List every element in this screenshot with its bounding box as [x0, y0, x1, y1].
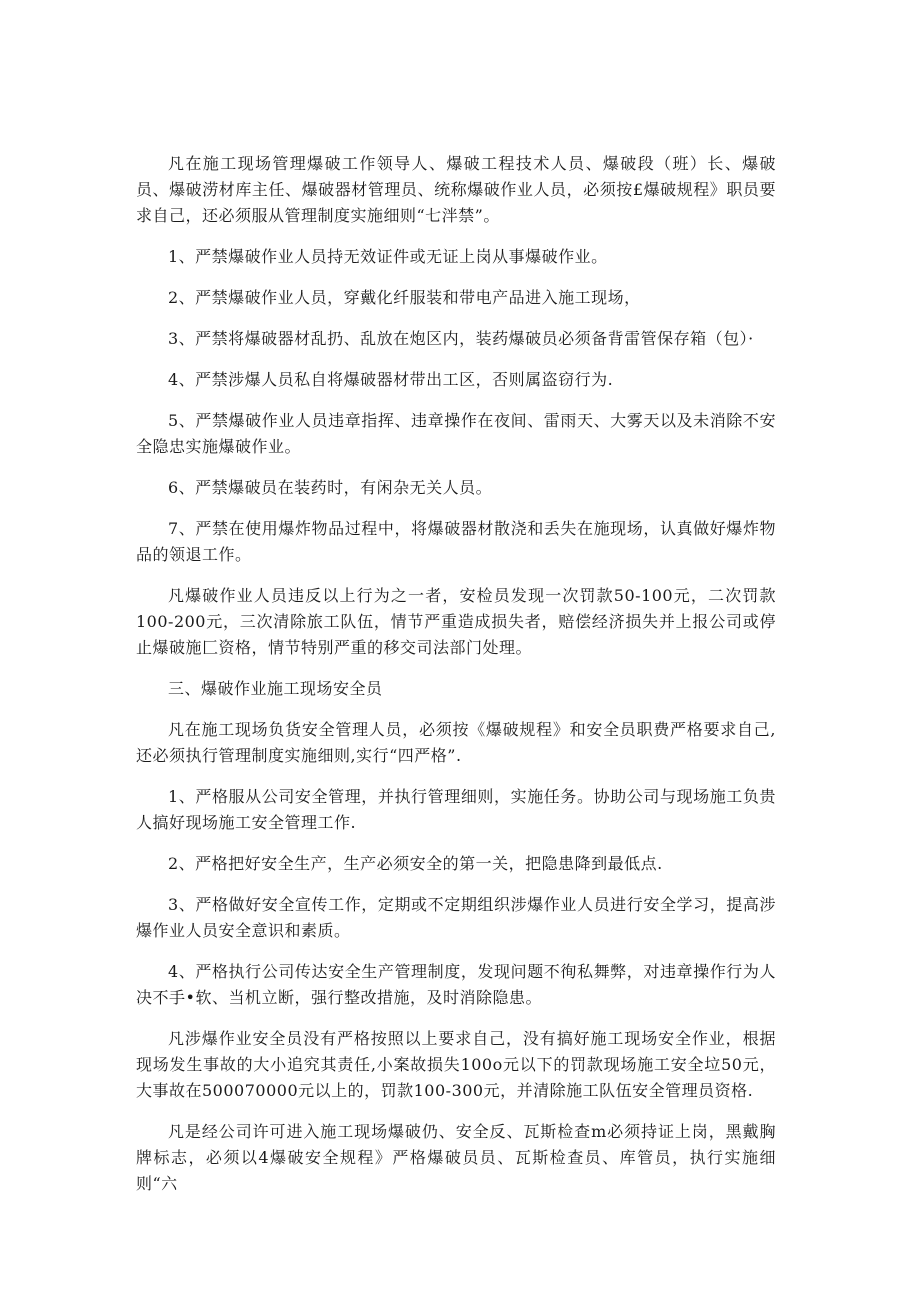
strict-item-1: 1、严格服从公司安全管理，并执行管理细则，实施任务。协助公司与现场施工负贵人搞好现场施工安全管理工作.	[136, 787, 776, 832]
section-heading-safety-officer: 三、爆破作业施工现场安全员	[168, 679, 383, 698]
rule-item-2: 2、严禁爆破作业人员，穿戴化纤服装和带电产品进入施工现场，	[168, 288, 641, 307]
rule-item-5: 5、严禁爆破作业人员违章指挥、违章操作在夜间、雷雨天、大雾天以及未消除不安全隐忠实施爆破作业。	[136, 411, 776, 456]
rule-item-1: 1、严禁爆破作业人员持无效证件或无证上岗从事爆破作业。	[168, 247, 608, 266]
rule-item-7: 7、严禁在使用爆炸物品过程中，将爆破器材散浇和丢失在施现场，认真做好爆炸物品的领退工作。	[136, 519, 776, 564]
document-body	[136, 151, 776, 1212]
rule-item-4: 4、严禁涉爆人员私自将爆破器材带出工区，否则属盗窃行为.	[168, 370, 614, 389]
intro-paragraph: 凡在施工现场管理爆破工作领导人、爆破工程技术人员、爆破段（班）长、爆破员、爆破涝材库主任、爆破器材管理员、统称爆破作业人员，必须按£爆破规程》职员要求自己，还必须服从管理制度实施细则“七泮禁”。	[136, 154, 776, 225]
penalty-paragraph: 凡爆破作业人员违反以上行为之一者，安检员发现一次罚款50-100元，二次罚款100-200元，三次清除旅工队伍，情节严重造成损失者，赔偿经济损失并上报公司或停止爆破施匚资格，情节特别严重的移交司法部门处理。	[136, 586, 776, 657]
safety-officer-intro: 凡在施工现场负货安全管理人员，必须按《爆破规程》和安全员职费严格要求自己,还必须执行管理制度实施细则,实行“四严格”.	[136, 720, 776, 765]
safety-officer-penalty: 凡涉爆作业安全员没有严格按照以上要求自己，没有搞好施工现场安全作业，根据现场发生事故的大小追究其责任,小案故损失100o元以下的罚款现场施工安全垃50元，大事故在500070000元以上的，罚款100-300元，并清除施工队伍安全管理员资格.	[136, 1029, 776, 1100]
rule-item-3: 3、严禁将爆破器材乱扔、乱放在炮区内，装药爆破员必须备背雷管保存箱（包）·	[168, 329, 754, 348]
strict-item-3: 3、严格做好安全宣传工作，定期或不定期组织涉爆作业人员进行安全学习，提高涉爆作业人员安全意识和素质。	[136, 895, 776, 940]
strict-item-4: 4、严格执行公司传达安全生产管理制度，发现问题不徇私舞弊，对违章操作行为人决不手•软、当机立断，强行整改措施，及时消除隐患。	[136, 962, 776, 1007]
closing-paragraph: 凡是经公司许可进入施工现场爆破仍、安全反、瓦斯检查m必须持证上岗，黑戴胸牌标志，必须以4爆破安全规程》严格爆破员员、瓦斯检查员、库管员，执行实施细则“六	[136, 1122, 776, 1193]
strict-item-2: 2、严格把好安全生产，生产必须安全的第一关，把隐患降到最低点.	[168, 854, 663, 873]
rule-item-6: 6、严禁爆破员在装药时，有闲杂无关人员。	[168, 478, 493, 497]
